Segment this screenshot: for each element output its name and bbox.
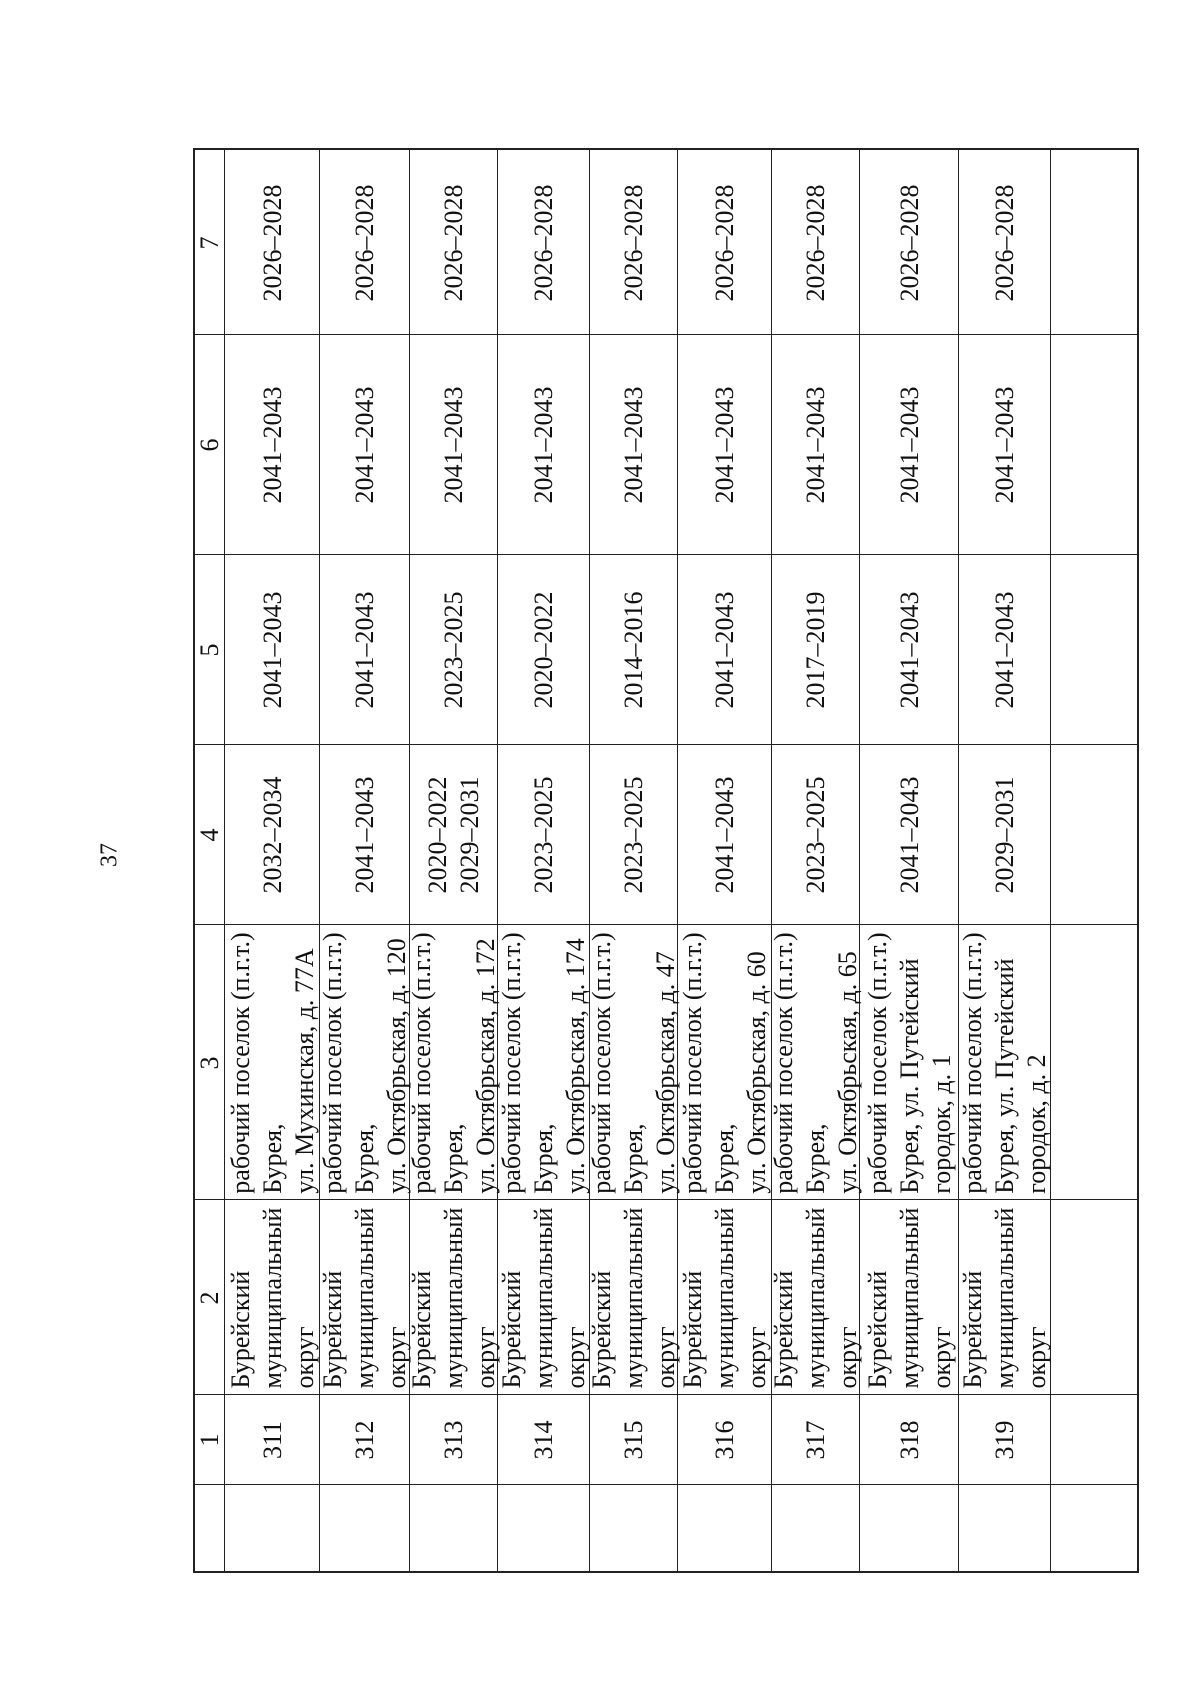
cell-content bbox=[317, 932, 413, 1193]
cell-content bbox=[800, 777, 832, 894]
cell-content bbox=[677, 932, 773, 1193]
cell-content bbox=[894, 387, 926, 504]
cell-content bbox=[862, 1207, 958, 1388]
cell-line: рабочий поселок (п.г.т.) bbox=[318, 931, 347, 1194]
cell-line: 319 bbox=[990, 1420, 1019, 1460]
cell-content bbox=[349, 387, 381, 504]
cell-content bbox=[989, 184, 1021, 301]
cell-line: 2020–2022 bbox=[423, 776, 452, 894]
cell-content bbox=[709, 592, 741, 709]
cell-content bbox=[586, 932, 682, 1193]
cell-line: 2020–2022 bbox=[529, 591, 558, 709]
cell-line: 318 bbox=[894, 1420, 924, 1460]
cell-content bbox=[438, 1421, 470, 1460]
cell-line: округ bbox=[926, 1326, 956, 1388]
cell-line: 2014–2016 bbox=[619, 591, 648, 709]
cell-line: Бурейский bbox=[958, 1270, 987, 1388]
cell-content bbox=[496, 932, 592, 1193]
cell-line: Бурея, bbox=[350, 1122, 379, 1194]
data-table bbox=[193, 148, 1139, 1573]
cell-line: 317 bbox=[801, 1420, 830, 1460]
cell-line: 2017–2019 bbox=[801, 591, 830, 709]
cell-line: 2041–2043 bbox=[257, 591, 287, 709]
cell-line: 2032–2034 bbox=[257, 776, 287, 894]
cell-line: ул. Октябрьская, д. 120 bbox=[382, 937, 411, 1194]
cell-line: 2029–2031 bbox=[990, 776, 1019, 894]
cell-content bbox=[586, 1207, 682, 1388]
cell-line: рабочий поселок (п.г.т.) bbox=[769, 931, 798, 1194]
cell-line: рабочий поселок (п.г.т.) bbox=[678, 931, 707, 1194]
cell-line: 2026–2028 bbox=[990, 184, 1019, 301]
cell-line: Бурейский bbox=[678, 1270, 707, 1388]
cell-line: городок, д. 2 bbox=[1022, 1053, 1051, 1194]
cell-line: рабочий поселок (п.г.т.) bbox=[225, 931, 255, 1194]
cell-line: Бурейский bbox=[862, 1270, 892, 1388]
table-row-divider bbox=[195, 334, 1137, 335]
cell-content bbox=[257, 184, 289, 301]
cell-content bbox=[496, 1207, 592, 1388]
cell-line: 2023–2025 bbox=[801, 776, 830, 894]
cell-content bbox=[225, 932, 321, 1193]
cell-content bbox=[349, 184, 381, 301]
cell-line: ул. Октябрьская, д. 60 bbox=[742, 950, 771, 1194]
cell-content bbox=[349, 777, 381, 894]
cell-content bbox=[618, 777, 650, 894]
cell-content bbox=[618, 184, 650, 301]
cell-content bbox=[225, 1207, 321, 1388]
cell-content bbox=[894, 1421, 926, 1460]
cell-line: округ bbox=[289, 1326, 319, 1388]
cell-line: Бурейский bbox=[769, 1270, 798, 1388]
cell-line: округ bbox=[382, 1326, 411, 1388]
cell-line: 2041–2043 bbox=[990, 386, 1019, 504]
cell-line: 2041–2043 bbox=[990, 591, 1019, 709]
cell-line: 2041–2043 bbox=[710, 776, 739, 894]
cell-line: 2023–2025 bbox=[619, 776, 648, 894]
table-row-divider bbox=[195, 924, 1137, 925]
table-row-divider bbox=[195, 554, 1137, 555]
cell-line: Бурейский bbox=[497, 1270, 526, 1388]
cell-line: 2026–2028 bbox=[350, 184, 379, 301]
cell-line: 311 bbox=[257, 1420, 287, 1460]
cell-content bbox=[768, 1207, 864, 1388]
cell-line: Бурейский bbox=[225, 1270, 255, 1388]
cell-line: 314 bbox=[529, 1420, 558, 1460]
cell-content bbox=[406, 1207, 502, 1388]
cell-line: Бурея, bbox=[529, 1122, 558, 1194]
cell-line: округ bbox=[471, 1326, 500, 1388]
cell-line: муниципальный bbox=[257, 1207, 287, 1388]
cell-line: 2041–2043 bbox=[439, 386, 468, 504]
column-header-label: 4 bbox=[195, 828, 224, 842]
cell-line: округ bbox=[742, 1326, 771, 1388]
cell-line: муниципальный bbox=[439, 1207, 468, 1388]
column-header-label: 2 bbox=[195, 1291, 224, 1304]
cell-line: 312 bbox=[350, 1420, 379, 1460]
cell-content bbox=[957, 932, 1053, 1193]
cell-line: муниципальный bbox=[990, 1207, 1019, 1388]
column-header-label: 5 bbox=[195, 643, 224, 657]
cell-line: ул. Октябрьская, д. 174 bbox=[561, 937, 590, 1194]
cell-content bbox=[528, 184, 560, 301]
cell-content bbox=[709, 1421, 741, 1460]
cell-line: Бурея, bbox=[710, 1122, 739, 1194]
column-header-label: 6 bbox=[195, 438, 224, 452]
cell-content bbox=[257, 777, 289, 894]
cell-line: ул. Октябрьская, д. 65 bbox=[833, 950, 862, 1194]
cell-content bbox=[618, 592, 650, 709]
cell-content bbox=[257, 592, 289, 709]
cell-content bbox=[528, 387, 560, 504]
cell-line: 2026–2028 bbox=[439, 184, 468, 301]
cell-line: муниципальный bbox=[619, 1207, 648, 1388]
cell-line: Бурея, ул. Путейский bbox=[894, 958, 924, 1194]
cell-line: 2026–2028 bbox=[894, 184, 924, 301]
cell-line: Бурея, bbox=[439, 1122, 468, 1194]
cell-line: Бурея, ул. Путейский bbox=[990, 958, 1019, 1194]
cell-line: 2026–2028 bbox=[619, 184, 648, 301]
cell-content bbox=[800, 184, 832, 301]
cell-line: 2026–2028 bbox=[801, 184, 830, 301]
cell-line: 2026–2028 bbox=[257, 184, 287, 301]
cell-content bbox=[957, 1207, 1053, 1388]
cell-line: ул. Октябрьская, д. 172 bbox=[471, 937, 500, 1194]
cell-content bbox=[709, 387, 741, 504]
cell-line: Бурейский bbox=[318, 1270, 347, 1388]
cell-line: 2041–2043 bbox=[257, 386, 287, 504]
cell-content bbox=[989, 1421, 1021, 1460]
cell-line: 2041–2043 bbox=[350, 386, 379, 504]
cell-line: 2041–2043 bbox=[801, 386, 830, 504]
cell-content bbox=[528, 592, 560, 709]
cell-line: муниципальный bbox=[529, 1207, 558, 1388]
cell-line: 2023–2025 bbox=[439, 591, 468, 709]
cell-line: округ bbox=[561, 1326, 590, 1388]
cell-content bbox=[894, 592, 926, 709]
cell-content bbox=[349, 1421, 381, 1460]
table-row-divider bbox=[195, 1394, 1137, 1395]
cell-line: округ bbox=[833, 1326, 862, 1388]
cell-line: муниципальный bbox=[350, 1207, 379, 1388]
cell-line: 2023–2025 bbox=[529, 776, 558, 894]
cell-content bbox=[349, 592, 381, 709]
cell-line: ул. Мухинская, д. 77А bbox=[289, 947, 319, 1194]
cell-content bbox=[862, 932, 958, 1193]
cell-content bbox=[989, 592, 1021, 709]
cell-line: Бурейский bbox=[587, 1270, 616, 1388]
cell-content bbox=[438, 184, 470, 301]
table-row-divider bbox=[195, 1199, 1137, 1200]
column-header-label: 3 bbox=[195, 1056, 224, 1069]
table-row-divider bbox=[195, 744, 1137, 745]
cell-content bbox=[618, 1421, 650, 1460]
page-number-text: 37 bbox=[96, 843, 123, 867]
cell-content bbox=[800, 1421, 832, 1460]
cell-line: Бурея, bbox=[801, 1122, 830, 1194]
cell-line: рабочий поселок (п.г.т.) bbox=[958, 931, 987, 1194]
cell-content bbox=[438, 387, 470, 504]
cell-content bbox=[989, 777, 1021, 894]
cell-line: рабочий поселок (п.г.т.) bbox=[407, 931, 436, 1194]
cell-line: рабочий поселок (п.г.т.) bbox=[862, 931, 892, 1194]
cell-content bbox=[438, 592, 470, 709]
cell-content bbox=[677, 1207, 773, 1388]
cell-line: 2041–2043 bbox=[894, 776, 924, 894]
cell-line: 2041–2043 bbox=[710, 591, 739, 709]
cell-line: городок, д. 1 bbox=[926, 1053, 956, 1194]
cell-line: рабочий поселок (п.г.т.) bbox=[587, 931, 616, 1194]
cell-line: 2041–2043 bbox=[350, 591, 379, 709]
cell-content bbox=[709, 184, 741, 301]
column-header-label: 7 bbox=[195, 236, 224, 249]
cell-line: Бурея, bbox=[257, 1122, 287, 1194]
cell-line: Бурейский bbox=[407, 1270, 436, 1388]
cell-line: 2041–2043 bbox=[894, 386, 924, 504]
cell-line: ул. Октябрьская, д. 47 bbox=[651, 950, 680, 1194]
cell-line: Бурея, bbox=[619, 1122, 648, 1194]
cell-content bbox=[528, 777, 560, 894]
cell-content bbox=[768, 932, 864, 1193]
cell-content bbox=[989, 387, 1021, 504]
column-header-label: 1 bbox=[195, 1433, 224, 1447]
cell-line: муниципальный bbox=[894, 1207, 924, 1388]
cell-content bbox=[257, 387, 289, 504]
cell-line: 316 bbox=[710, 1420, 739, 1460]
cell-content bbox=[317, 1207, 413, 1388]
cell-content bbox=[800, 592, 832, 709]
cell-line: 2041–2043 bbox=[619, 386, 648, 504]
cell-content bbox=[894, 777, 926, 894]
cell-content bbox=[422, 777, 486, 894]
cell-content bbox=[709, 777, 741, 894]
cell-line: рабочий поселок (п.г.т.) bbox=[497, 931, 526, 1194]
cell-line: муниципальный bbox=[710, 1207, 739, 1388]
cell-content bbox=[406, 932, 502, 1193]
cell-content bbox=[618, 387, 650, 504]
cell-content bbox=[257, 1421, 289, 1459]
cell-line: 315 bbox=[619, 1420, 648, 1460]
cell-line: 2026–2028 bbox=[710, 184, 739, 301]
cell-line: 2041–2043 bbox=[350, 776, 379, 894]
cell-line: 2029–2031 bbox=[455, 776, 484, 894]
table-row-divider bbox=[195, 1484, 1137, 1485]
cell-line: округ bbox=[1022, 1326, 1051, 1388]
cell-line: 2041–2043 bbox=[710, 386, 739, 504]
cell-line: 2041–2043 bbox=[529, 386, 558, 504]
cell-line: округ bbox=[651, 1326, 680, 1388]
cell-content bbox=[528, 1421, 560, 1460]
cell-line: 2041–2043 bbox=[894, 591, 924, 709]
cell-line: 2026–2028 bbox=[529, 184, 558, 301]
cell-content bbox=[894, 184, 926, 301]
cell-content bbox=[800, 387, 832, 504]
cell-line: муниципальный bbox=[801, 1207, 830, 1388]
cell-line: 313 bbox=[439, 1420, 468, 1460]
